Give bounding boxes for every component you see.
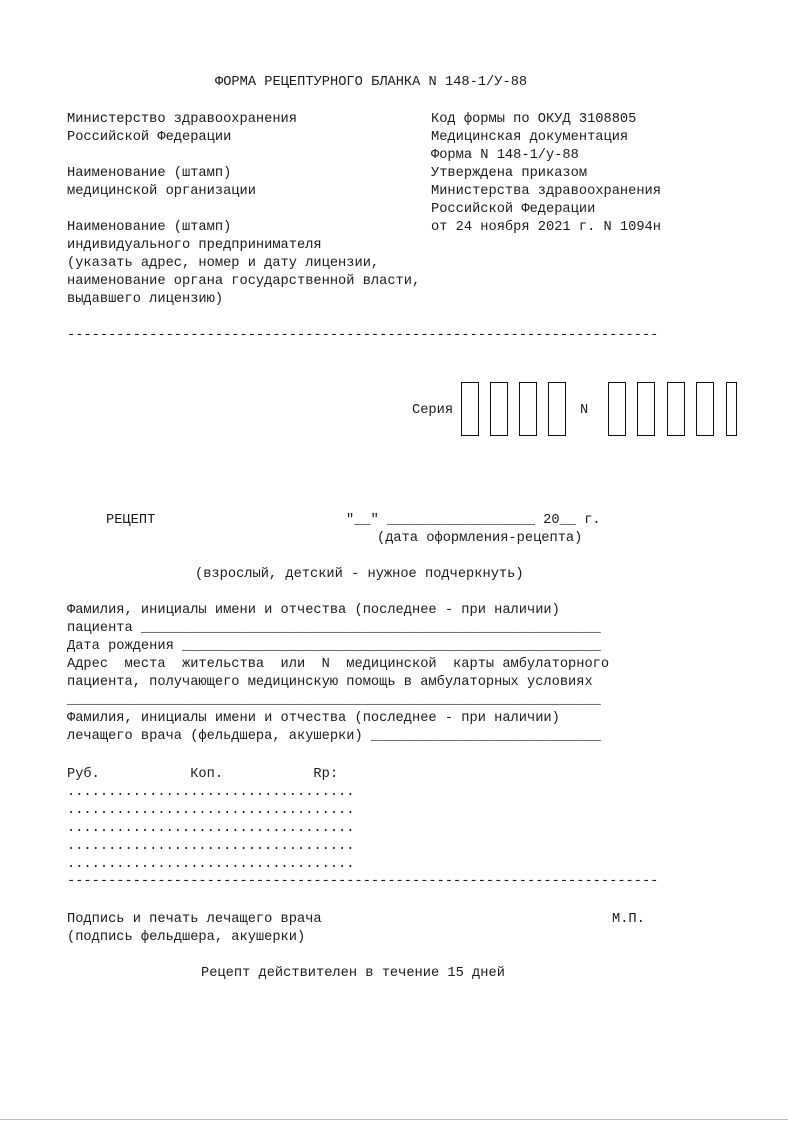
doctor-name-field[interactable]: лечащего врача (фельдшера, акушерки) ____________________________ [67, 729, 601, 744]
recipe-date-line[interactable]: "__" __________________ 20__ г. [346, 513, 601, 528]
ip-stamp-line-5: выдавшего лицензию) [67, 292, 224, 307]
ministry-line-1: Министерство здравоохранения [67, 112, 297, 127]
patient-name-field[interactable]: пациента ________________________________________________________ [67, 621, 601, 636]
separator-top: ------------------------------------------------------------------------ [67, 328, 659, 343]
birth-date-field[interactable]: Дата рождения ___________________________________________________ [67, 639, 601, 654]
series-label: Серия [412, 403, 454, 418]
ministry-line-2: Российской Федерации [67, 130, 232, 145]
patient-name-caption: Фамилия, инициалы имени и отчества (последнее - при наличии) [67, 603, 560, 618]
rx-header: Руб. Коп. Rp: [67, 767, 339, 782]
address-field[interactable]: _________________________________________________________________ [67, 693, 601, 708]
approved-by-line-2: Министерства здравоохранения [431, 184, 661, 199]
number-box-2[interactable] [637, 382, 655, 436]
approved-by-line-4: от 24 ноября 2021 г. N 1094н [431, 220, 661, 235]
recipe-date-caption: (дата оформления-рецепта) [377, 531, 583, 546]
series-box-1[interactable] [461, 382, 479, 436]
address-caption-2: пациента, получающего медицинскую помощь в амбулаторных условиях [67, 675, 593, 690]
rx-line-4[interactable]: ................................... [67, 839, 355, 854]
page-bottom-border [0, 1119, 788, 1120]
number-box-5[interactable] [726, 382, 737, 436]
ip-stamp-line-3: (указать адрес, номер и дату лицензии, [67, 256, 380, 271]
approved-by-line-3: Российской Федерации [431, 202, 596, 217]
medical-docs-label: Медицинская документация [431, 130, 629, 145]
address-caption-1: Адрес места жительства или N медицинской карты амбулаторного [67, 657, 610, 672]
age-category-note: (взрослый, детский - нужное подчеркнуть) [195, 567, 524, 582]
ip-stamp-line-4: наименование органа государственной власти, [67, 274, 421, 289]
number-box-1[interactable] [608, 382, 626, 436]
signature-caption: Подпись и печать лечащего врача [67, 912, 322, 927]
recipe-label: РЕЦЕПТ [106, 513, 156, 528]
series-box-4[interactable] [548, 382, 566, 436]
number-label: N [580, 403, 589, 418]
rx-line-5[interactable]: ................................... [67, 857, 355, 872]
org-stamp-line-2: медицинской организации [67, 184, 256, 199]
signature-subcaption: (подпись фельдшера, акушерки) [67, 930, 306, 945]
validity-note: Рецепт действителен в течение 15 дней [201, 966, 505, 981]
seal-label: М.П. [612, 912, 645, 927]
doctor-name-caption: Фамилия, инициалы имени и отчества (последнее - при наличии) [67, 711, 560, 726]
rx-line-3[interactable]: ................................... [67, 821, 355, 836]
okud-code: Код формы по ОКУД 3108805 [431, 112, 637, 127]
number-box-4[interactable] [696, 382, 714, 436]
ip-stamp-line-2: индивидуального предпринимателя [67, 238, 322, 253]
approved-by-line-1: Утверждена приказом [431, 166, 588, 181]
series-box-3[interactable] [519, 382, 537, 436]
number-box-3[interactable] [667, 382, 685, 436]
separator-bottom: ------------------------------------------------------------------------ [67, 874, 659, 889]
form-number: Форма N 148-1/у-88 [431, 148, 579, 163]
ip-stamp-line-1: Наименование (штамп) [67, 220, 232, 235]
org-stamp-line-1: Наименование (штамп) [67, 166, 232, 181]
series-box-2[interactable] [490, 382, 508, 436]
form-title: ФОРМА РЕЦЕПТУРНОГО БЛАНКА N 148-1/У-88 [215, 75, 528, 90]
rx-line-2[interactable]: ................................... [67, 803, 355, 818]
rx-line-1[interactable]: ................................... [67, 785, 355, 800]
